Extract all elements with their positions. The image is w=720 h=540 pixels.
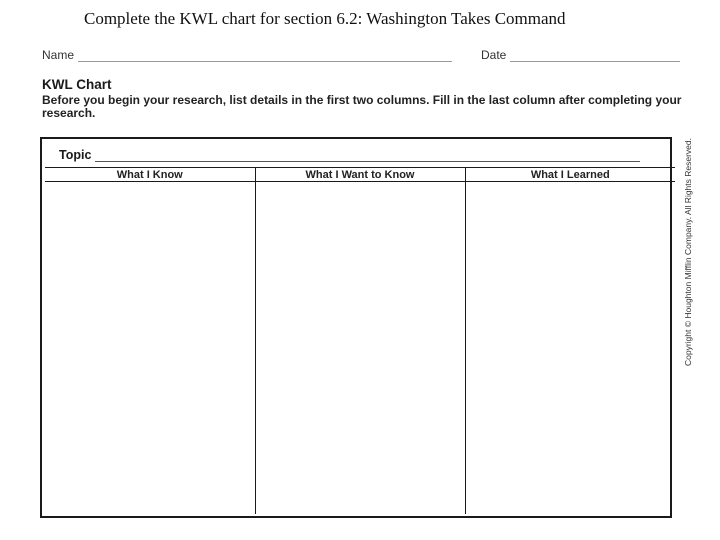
name-field — [42, 48, 452, 62]
column-header-learned: What I Learned — [465, 168, 675, 182]
topic-label: Topic — [59, 148, 92, 162]
copyright-notice: Copyright © Houghton Mifflin Company. All Rights Reserved. — [683, 138, 693, 366]
slide-title: Complete the KWL chart for section 6.2: Washington Takes Command — [84, 9, 566, 28]
topic-line — [95, 151, 640, 162]
column-header-want-to-know: What I Want to Know — [255, 168, 465, 182]
topic-row — [59, 148, 640, 162]
column-header-know: What I Know — [45, 168, 255, 182]
date-label: Date — [481, 48, 507, 62]
kwl-header-row — [45, 168, 675, 182]
know-column-area[interactable] — [45, 182, 255, 515]
date-field — [481, 48, 680, 62]
kwl-table — [45, 167, 675, 514]
kwl-chart-frame — [40, 137, 672, 518]
want-to-know-column-area[interactable] — [255, 182, 465, 515]
instructions-text: Before you begin your research, list details in the first two columns. Fill in the last column after completing your research. — [42, 93, 682, 120]
date-line — [510, 51, 680, 62]
learned-column-area[interactable] — [465, 182, 675, 515]
name-line — [78, 51, 452, 62]
kwl-chart-heading: KWL Chart — [42, 77, 112, 92]
kwl-body-row — [45, 182, 675, 515]
name-label: Name — [42, 48, 75, 62]
